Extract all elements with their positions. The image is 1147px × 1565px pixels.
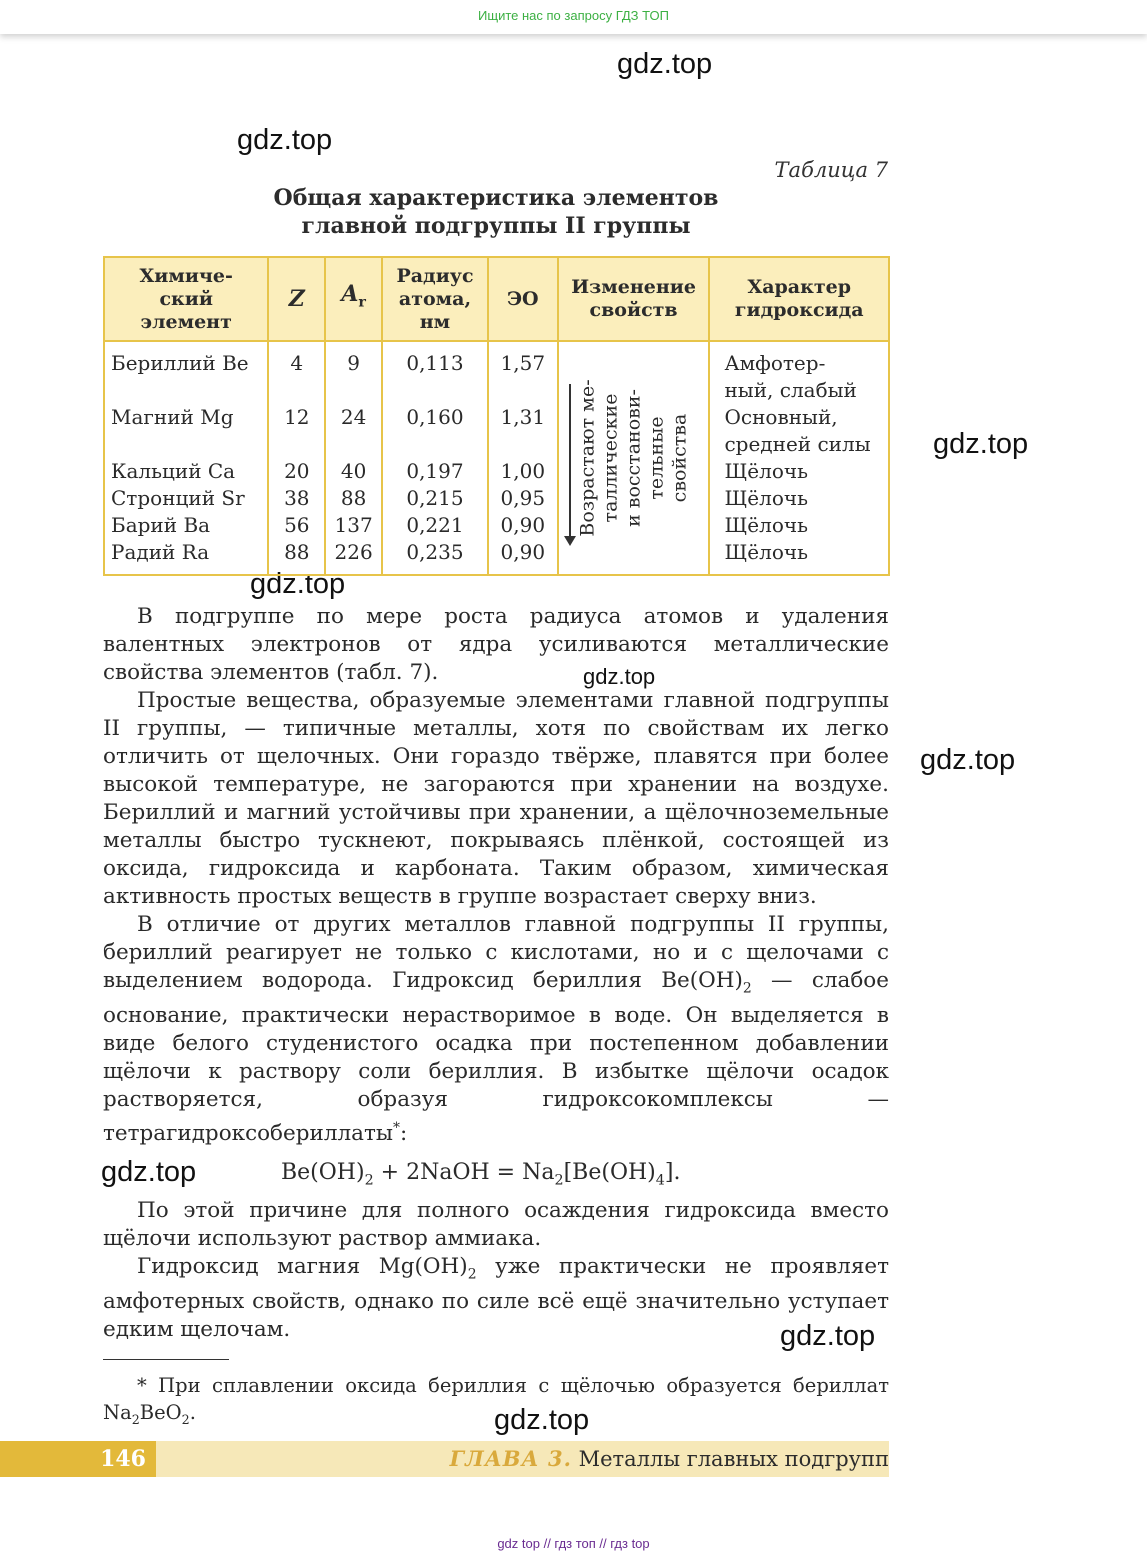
paragraph: Простые вещества, образуемые элементами главной подгруппы II группы, — типичные металлы, хотя по свойствам их легко отличить от щелочных. Они гораздо твёрже, плавятся при более высокой температуре, не загораются при хранении на воздухе. Бериллий и магний устойчивы при хранении, а щёлочноземельные металлы быстро тускнеют, покрываясь плёнкой, состоящей из оксида, гидроксида и карбоната. Таким образом, химическая активность простых веществ в группе возрастает сверху вниз. [103,688,889,909]
cell-element: Радий Ra [111,540,210,564]
watermark: gdz.top [237,124,333,156]
cell-hydroxide: Основный, средней силы [724,405,871,456]
chapter-footer [450,1441,889,1477]
cell-radius: 0,215 [406,486,464,510]
header-z: Z [268,257,325,341]
body-text [103,603,889,1148]
cell-eo: 0,90 [500,540,546,564]
col-eo [488,341,558,575]
paragraph: Гидроксид магния $Mg(OH)_2$ уже практически не проявляет амфотерных свойств, однако по силе всё ещё значительно уступает едким щелочам. [103,1254,890,1343]
cell-z: 4 [290,351,304,375]
elements-table [103,256,890,576]
watermark: gdz.top [920,744,1016,776]
chapter-label: ГЛАВА 3. [449,1446,572,1471]
cell-radius: 0,160 [406,405,464,429]
top-banner-link[interactable]: Ищите нас по запросу ГДЗ ТОП [478,8,669,23]
watermark: gdz.top [494,1404,590,1436]
cell-radius: 0,113 [406,351,464,375]
chapter-title: Металлы главных подгрупп [578,1447,889,1471]
cell-ar: 88 [340,486,367,510]
cell-eo: 1,57 [500,351,546,375]
change-text: Возрастают ме- таллические и восстанови- тельные свойства [576,379,691,537]
header-element: Химиче- ский элемент [104,257,268,341]
watermark: gdz.top [101,1156,197,1188]
col-z [268,341,325,575]
col-ar [325,341,382,575]
watermark: gdz.top [617,48,713,80]
cell-hydroxide: Щёлочь [724,459,808,483]
watermark: gdz.top [780,1320,876,1352]
cell-ar: 40 [340,459,367,483]
title-line-2: главной подгруппы II группы [301,213,691,239]
cell-ar: 9 [347,351,360,375]
paragraph: В подгруппе по мере роста радиуса атомов и удаления валентных электронов от ядра усиливаются металлические свойства элементов (табл. 7). [103,604,889,685]
footnote: * При сплавлении оксида бериллия с щёлочью образуется бериллат $Na_2BeO_2$. [103,1374,889,1427]
col-change [558,341,710,575]
paragraph: В отличие от других металлов главной подгруппы II группы, бериллий реагирует не только с кислотами, но и с щелочами с выделением водорода. Гидроксид бериллия $Be(OH)_2$ — слабое основание, практически нерастворимое в воде. Он выделяется в виде белого студенистого осадка при постепенном добавлении щёлочи к раствору соли бериллия. В избытке щёлочи осадок растворяется, образуя гидроксокомплексы — тетрагидроксобериллаты*: [103,912,889,1147]
col-hydroxide [709,341,889,575]
header-hydroxide: Характер гидроксида [709,257,889,341]
cell-element: Магний Mg [111,405,234,429]
title-line-1: Общая характеристика элементов [273,185,719,211]
cell-ar: 24 [340,405,367,429]
cell-z: 88 [284,540,310,564]
cell-radius: 0,235 [406,540,464,564]
watermark: gdz.top [583,664,656,689]
cell-hydroxide: Щёлочь [724,486,808,510]
header-radius: Радиус атома, нм [382,257,488,341]
chemical-equation: $Be(OH)_2$ + 2NaOH = $Na_2[Be(OH)_4]$. [281,1160,681,1189]
table-label: Таблица 7 [774,158,888,182]
change-cell [559,342,709,574]
page-title [103,184,889,240]
header-eo: ЭО [488,257,558,341]
page-number: 146 [0,1441,156,1477]
body-text-continued [103,1197,889,1344]
cell-hydroxide: Щёлочь [724,513,808,537]
cell-element: Стронций Sr [111,486,245,510]
cell-hydroxide: Амфотер- ный, слабый [724,351,857,402]
cell-eo: 0,95 [500,486,546,510]
cell-z: 56 [284,513,310,537]
bottom-links[interactable]: gdz top // гдз топ // гдз top [497,1536,650,1551]
down-arrow-icon [569,384,571,544]
cell-eo: 1,00 [500,459,546,483]
paragraph: По этой причине для полного осаждения гидроксида вместо щёлочи используют раствор аммиака. [103,1198,889,1251]
header-ar: $A_r$ [325,257,382,341]
col-element [104,341,268,575]
footnote-divider [103,1359,229,1360]
cell-element: Кальций Ca [111,459,236,483]
cell-element: Бериллий Be [111,351,249,375]
watermark: gdz.top [933,428,1029,460]
table-header-row [104,257,889,341]
cell-eo: 0,90 [500,513,546,537]
cell-z: 38 [284,486,310,510]
cell-ar: 226 [334,540,373,564]
cell-hydroxide: Щёлочь [724,540,808,564]
table-body-row [104,341,889,575]
cell-ar: 137 [334,513,373,537]
cell-z: 12 [284,405,310,429]
cell-radius: 0,221 [406,513,464,537]
top-banner [0,0,1147,34]
cell-z: 20 [284,459,310,483]
header-change: Изменение свойств [558,257,710,341]
cell-eo: 1,31 [500,405,546,429]
cell-radius: 0,197 [406,459,464,483]
watermark: gdz.top [250,568,346,600]
cell-element: Барий Ba [111,513,211,537]
col-radius [382,341,488,575]
